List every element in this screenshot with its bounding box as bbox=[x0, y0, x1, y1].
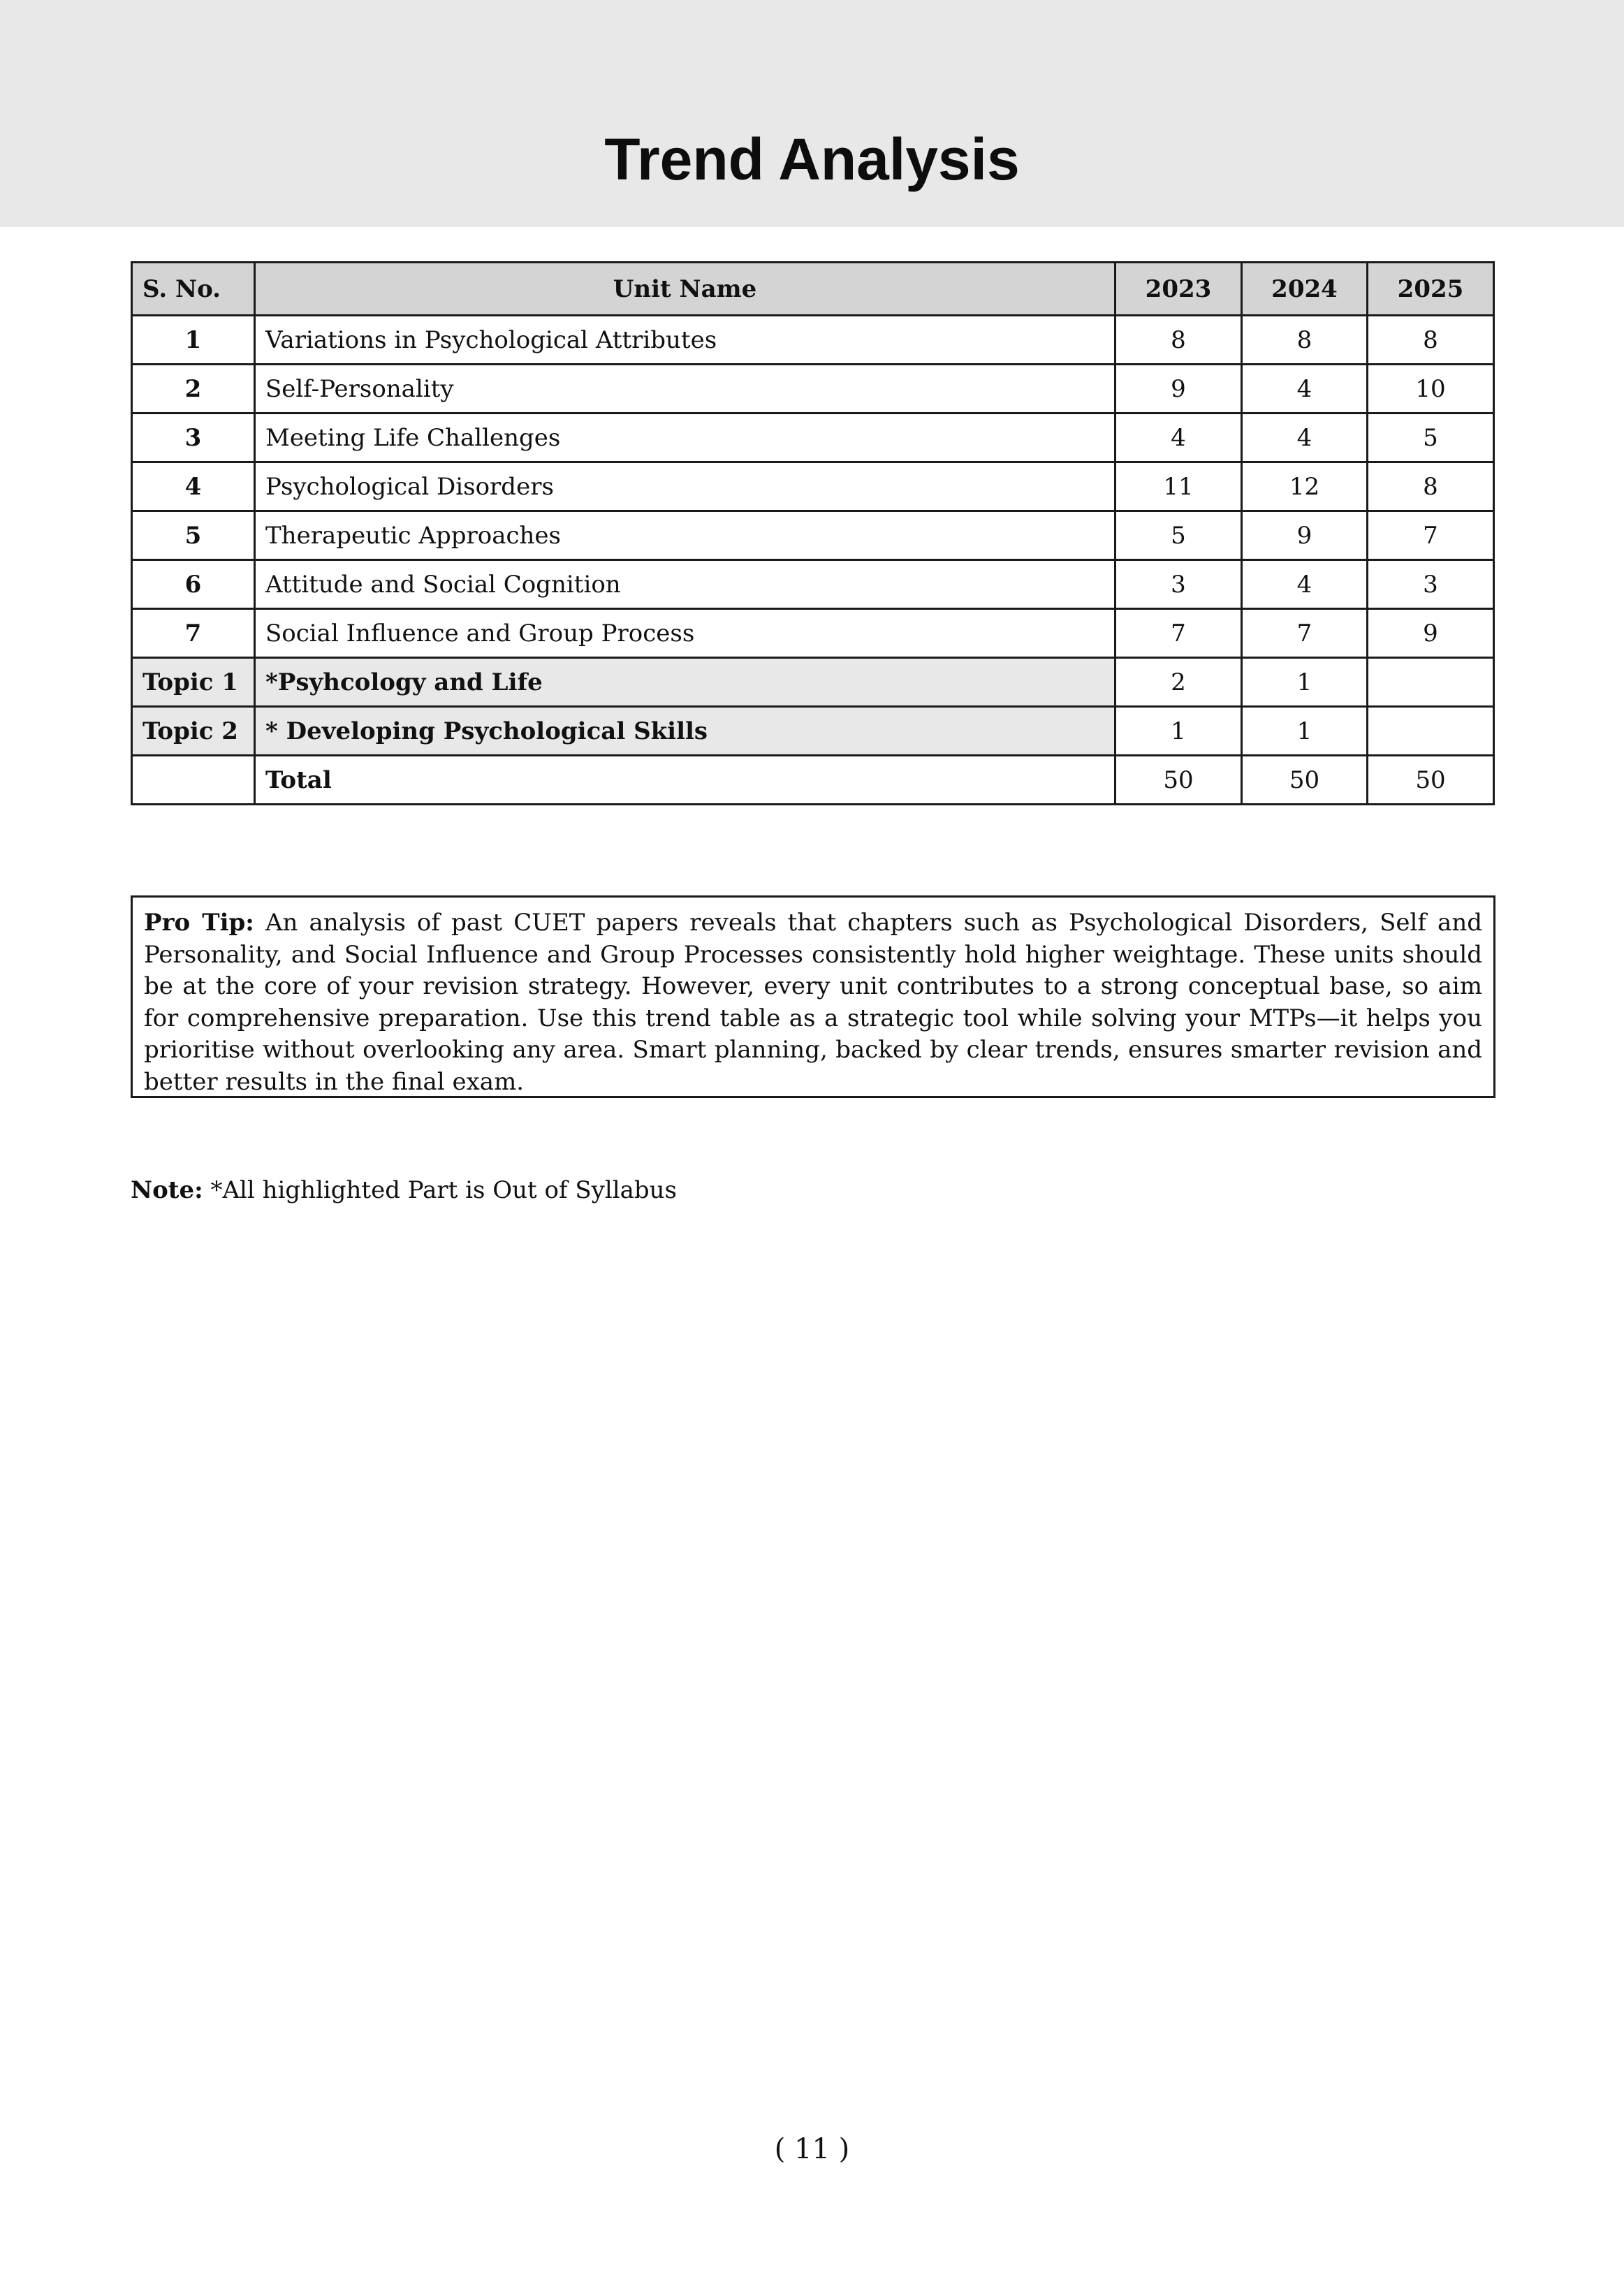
cell-2024: 1 bbox=[1242, 707, 1368, 756]
cell-2024: 50 bbox=[1242, 756, 1368, 805]
cell-2023: 5 bbox=[1115, 511, 1242, 560]
cell-unit-name: Attitude and Social Cognition bbox=[255, 560, 1115, 609]
note-text: *All highlighted Part is Out of Syllabus bbox=[210, 1176, 677, 1204]
cell-sno: 7 bbox=[132, 609, 255, 658]
header-2025: 2025 bbox=[1368, 263, 1494, 316]
cell-unit-name: * Developing Psychological Skills bbox=[255, 707, 1115, 756]
cell-unit-name: Therapeutic Approaches bbox=[255, 511, 1115, 560]
cell-2025: 8 bbox=[1368, 462, 1494, 511]
cell-unit-name: Variations in Psychological Attributes bbox=[255, 316, 1115, 365]
cell-2024: 8 bbox=[1242, 316, 1368, 365]
cell-2023: 11 bbox=[1115, 462, 1242, 511]
cell-2025: 8 bbox=[1368, 316, 1494, 365]
table-row bbox=[132, 316, 1494, 365]
cell-sno: 4 bbox=[132, 462, 255, 511]
table-row bbox=[132, 560, 1494, 609]
header-2023: 2023 bbox=[1115, 263, 1242, 316]
table-row-topic bbox=[132, 707, 1494, 756]
header-unit-name: Unit Name bbox=[255, 263, 1115, 316]
cell-2023: 9 bbox=[1115, 365, 1242, 413]
header-sno: S. No. bbox=[132, 263, 255, 316]
cell-2024: 9 bbox=[1242, 511, 1368, 560]
cell-2023: 50 bbox=[1115, 756, 1242, 805]
page-title: Trend Analysis bbox=[604, 126, 1020, 192]
cell-2024: 12 bbox=[1242, 462, 1368, 511]
cell-2025: 9 bbox=[1368, 609, 1494, 658]
table-row bbox=[132, 365, 1494, 413]
cell-2023: 2 bbox=[1115, 658, 1242, 707]
table-row bbox=[132, 511, 1494, 560]
cell-2024: 1 bbox=[1242, 658, 1368, 707]
header-2024: 2024 bbox=[1242, 263, 1368, 316]
cell-unit-name: Social Influence and Group Process bbox=[255, 609, 1115, 658]
table-row bbox=[132, 413, 1494, 462]
cell-sno: Topic 2 bbox=[132, 707, 255, 756]
pro-tip-box bbox=[131, 895, 1495, 1098]
cell-unit-name: Psychological Disorders bbox=[255, 462, 1115, 511]
table-row-total bbox=[132, 756, 1494, 805]
cell-2025: 50 bbox=[1368, 756, 1494, 805]
cell-2023: 1 bbox=[1115, 707, 1242, 756]
cell-2024: 4 bbox=[1242, 560, 1368, 609]
cell-sno: 6 bbox=[132, 560, 255, 609]
cell-2023: 3 bbox=[1115, 560, 1242, 609]
trend-table bbox=[131, 261, 1495, 805]
table-header-row bbox=[132, 263, 1494, 316]
cell-2025 bbox=[1368, 707, 1494, 756]
cell-sno: 3 bbox=[132, 413, 255, 462]
cell-sno bbox=[132, 756, 255, 805]
table-row bbox=[132, 609, 1494, 658]
table-row bbox=[132, 462, 1494, 511]
pro-tip-label: Pro Tip: bbox=[144, 909, 254, 937]
cell-2024: 4 bbox=[1242, 365, 1368, 413]
cell-sno: 1 bbox=[132, 316, 255, 365]
page-number: ( 11 ) bbox=[774, 2133, 850, 2165]
cell-2024: 7 bbox=[1242, 609, 1368, 658]
cell-sno: 2 bbox=[132, 365, 255, 413]
cell-2023: 8 bbox=[1115, 316, 1242, 365]
table-row-topic bbox=[132, 658, 1494, 707]
note bbox=[131, 1175, 677, 1206]
pro-tip-text: An analysis of past CUET papers reveals that chapters such as Psychological Disorders, Self and Personality, and Social Influence and Group Processes consistently hold higher weightage. These units should be at the core of your revision strategy. However, every unit contributes to a strong conceptual base, so aim for comprehensive preparation. Use this trend table as a strategic tool while solving your MTPs—it helps you prioritise without overlooking any area. Smart planning, backed by clear trends, ensures smarter revision and better results in the final exam. bbox=[144, 909, 1482, 1096]
cell-total-label: Total bbox=[255, 756, 1115, 805]
cell-2023: 7 bbox=[1115, 609, 1242, 658]
cell-2025: 5 bbox=[1368, 413, 1494, 462]
cell-sno: 5 bbox=[132, 511, 255, 560]
cell-2025: 7 bbox=[1368, 511, 1494, 560]
cell-2023: 4 bbox=[1115, 413, 1242, 462]
cell-sno: Topic 1 bbox=[132, 658, 255, 707]
note-label: Note: bbox=[131, 1176, 203, 1204]
cell-unit-name: *Psyhcology and Life bbox=[255, 658, 1115, 707]
cell-2024: 4 bbox=[1242, 413, 1368, 462]
cell-2025 bbox=[1368, 658, 1494, 707]
cell-unit-name: Self-Personality bbox=[255, 365, 1115, 413]
cell-2025: 3 bbox=[1368, 560, 1494, 609]
cell-unit-name: Meeting Life Challenges bbox=[255, 413, 1115, 462]
cell-2025: 10 bbox=[1368, 365, 1494, 413]
